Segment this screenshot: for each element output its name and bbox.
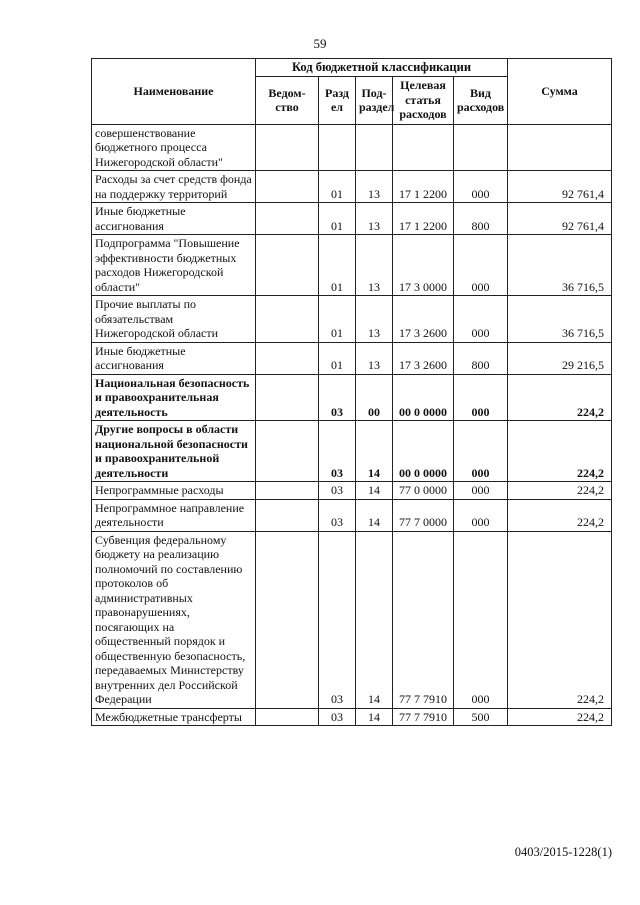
row-tselevaya-statya: 00 0 0000 [393, 374, 454, 421]
row-podrazdel: 14 [356, 421, 393, 482]
header-podrazdel: Под-раздел [356, 76, 393, 124]
row-razdel: 03 [319, 482, 356, 500]
table-row [92, 342, 612, 374]
table-row [92, 124, 612, 171]
row-vid-raskhodov: 000 [454, 171, 508, 203]
row-podrazdel: 13 [356, 171, 393, 203]
row-vedomstvo [256, 296, 319, 343]
table-body [92, 124, 612, 726]
table-row [92, 421, 612, 482]
row-vid-raskhodov: 000 [454, 531, 508, 708]
row-name: Непрограммные расходы [92, 482, 256, 500]
row-sum: 224,2 [508, 482, 612, 500]
table-row [92, 374, 612, 421]
row-vedomstvo [256, 203, 319, 235]
table-row [92, 499, 612, 531]
table-row [92, 531, 612, 708]
row-tselevaya-statya: 77 7 7910 [393, 531, 454, 708]
row-tselevaya-statya: 00 0 0000 [393, 421, 454, 482]
row-tselevaya-statya: 17 3 2600 [393, 296, 454, 343]
row-vid-raskhodov: 500 [454, 708, 508, 726]
document-code: 0403/2015-1228(1) [514, 845, 612, 859]
row-name: Субвенция федеральному бюджету на реализацию полномочий по составлению протоколов об административных правонарушениях, посягающих на общественный порядок и общественную безопасность, передаваемых Министерству внутренних дел Российской Федерации [92, 531, 256, 708]
row-vedomstvo [256, 482, 319, 500]
row-sum: 92 761,4 [508, 203, 612, 235]
table-row [92, 296, 612, 343]
row-tselevaya-statya [393, 124, 454, 171]
row-vedomstvo [256, 374, 319, 421]
row-tselevaya-statya: 17 1 2200 [393, 171, 454, 203]
row-vedomstvo [256, 421, 319, 482]
row-vid-raskhodov: 000 [454, 499, 508, 531]
table-row [92, 203, 612, 235]
row-vedomstvo [256, 499, 319, 531]
row-vid-raskhodov: 800 [454, 203, 508, 235]
row-razdel: 01 [319, 342, 356, 374]
row-razdel: 01 [319, 171, 356, 203]
table-row [92, 708, 612, 726]
row-razdel: 03 [319, 708, 356, 726]
header-name: Наименование [92, 59, 256, 125]
row-podrazdel: 14 [356, 482, 393, 500]
page-number: 59 [313, 36, 327, 51]
row-tselevaya-statya: 77 7 0000 [393, 499, 454, 531]
row-sum: 92 761,4 [508, 171, 612, 203]
row-vedomstvo [256, 124, 319, 171]
budget-table [91, 58, 612, 726]
row-razdel: 03 [319, 499, 356, 531]
row-vid-raskhodov: 000 [454, 235, 508, 296]
row-podrazdel: 13 [356, 296, 393, 343]
row-name: Прочие выплаты по обязательствам Нижегородской области [92, 296, 256, 343]
row-razdel: 01 [319, 296, 356, 343]
table-row [92, 482, 612, 500]
row-vid-raskhodov: 000 [454, 421, 508, 482]
row-name: Национальная безопасность и правоохранительная деятельность [92, 374, 256, 421]
row-podrazdel: 13 [356, 235, 393, 296]
row-name: Иные бюджетные ассигнования [92, 203, 256, 235]
row-podrazdel: 13 [356, 342, 393, 374]
row-sum: 29 216,5 [508, 342, 612, 374]
row-vedomstvo [256, 235, 319, 296]
header-sum: Сумма [508, 59, 612, 125]
table-row [92, 171, 612, 203]
row-vedomstvo [256, 708, 319, 726]
row-razdel: 03 [319, 374, 356, 421]
row-vid-raskhodov: 800 [454, 342, 508, 374]
table-header [92, 59, 612, 125]
row-podrazdel: 00 [356, 374, 393, 421]
header-code-group: Код бюджетной классификации [256, 59, 508, 77]
row-name: Подпрограмма "Повышение эффективности бюджетных расходов Нижегородской области" [92, 235, 256, 296]
row-razdel: 01 [319, 235, 356, 296]
row-name: совершенствование бюджетного процесса Нижегородской области" [92, 124, 256, 171]
row-vedomstvo [256, 171, 319, 203]
row-razdel [319, 124, 356, 171]
row-sum: 36 716,5 [508, 296, 612, 343]
row-tselevaya-statya: 17 3 0000 [393, 235, 454, 296]
row-razdel: 03 [319, 531, 356, 708]
row-tselevaya-statya: 77 0 0000 [393, 482, 454, 500]
row-podrazdel [356, 124, 393, 171]
row-vid-raskhodov [454, 124, 508, 171]
row-podrazdel: 13 [356, 203, 393, 235]
row-name: Иные бюджетные ассигнования [92, 342, 256, 374]
row-sum: 224,2 [508, 531, 612, 708]
header-tselevaya-statya: Целевая статья расходов [393, 76, 454, 124]
row-sum: 224,2 [508, 708, 612, 726]
row-tselevaya-statya: 17 3 2600 [393, 342, 454, 374]
row-podrazdel: 14 [356, 708, 393, 726]
row-tselevaya-statya: 77 7 7910 [393, 708, 454, 726]
row-podrazdel: 14 [356, 531, 393, 708]
row-vedomstvo [256, 531, 319, 708]
row-razdel: 03 [319, 421, 356, 482]
row-sum: 224,2 [508, 499, 612, 531]
row-podrazdel: 14 [356, 499, 393, 531]
row-razdel: 01 [319, 203, 356, 235]
row-sum: 224,2 [508, 421, 612, 482]
row-name: Другие вопросы в области национальной безопасности и правоохранительной деятельности [92, 421, 256, 482]
row-sum: 36 716,5 [508, 235, 612, 296]
row-sum [508, 124, 612, 171]
header-vedomstvo: Ведом-ство [256, 76, 319, 124]
row-name: Непрограммное направление деятельности [92, 499, 256, 531]
table-row [92, 235, 612, 296]
row-name: Расходы за счет средств фонда на поддержку территорий [92, 171, 256, 203]
row-name: Межбюджетные трансферты [92, 708, 256, 726]
row-vedomstvo [256, 342, 319, 374]
row-vid-raskhodov: 000 [454, 296, 508, 343]
row-tselevaya-statya: 17 1 2200 [393, 203, 454, 235]
header-vid-raskhodov: Вид расходов [454, 76, 508, 124]
row-sum: 224,2 [508, 374, 612, 421]
header-razdel: Разд ел [319, 76, 356, 124]
row-vid-raskhodov: 000 [454, 482, 508, 500]
row-vid-raskhodov: 000 [454, 374, 508, 421]
